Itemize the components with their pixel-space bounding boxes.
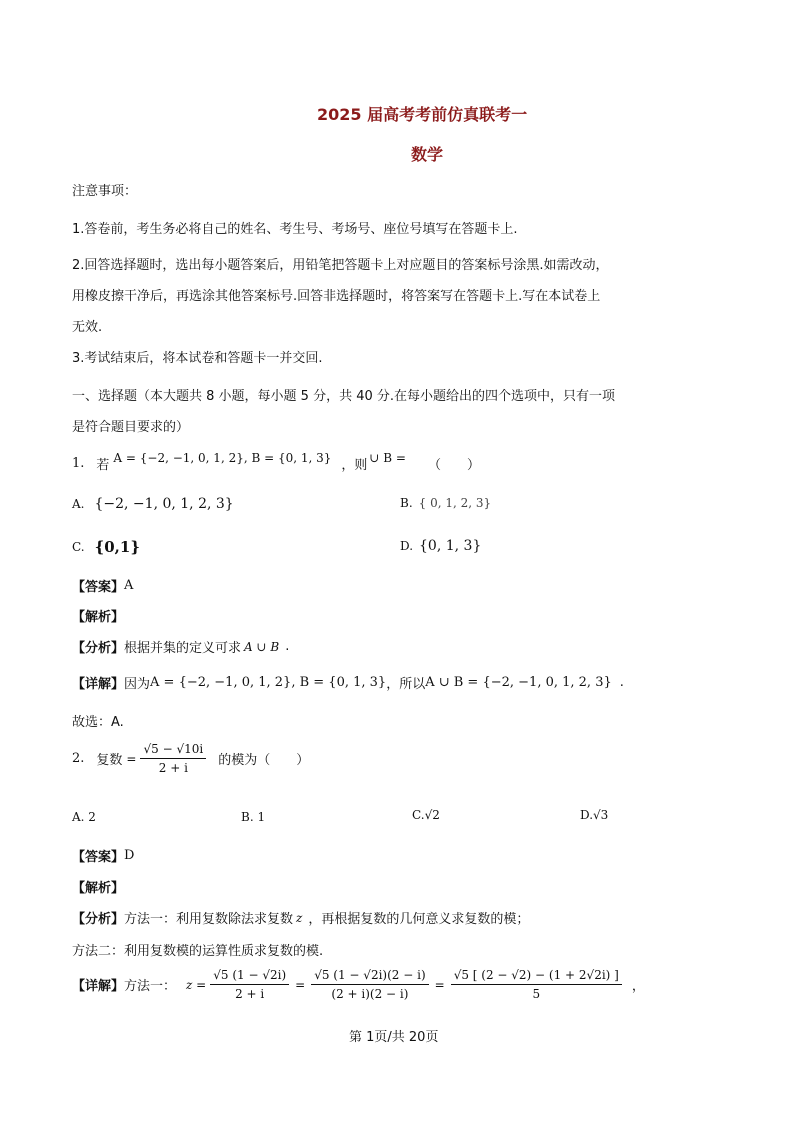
- notice-item-1: 1.答卷前，考生务必将自己的姓名、考生号、考场号、座位号填写在答题卡上.: [72, 222, 518, 237]
- notice-item-3: 3.考试结束后，将本试卷和答题卡一并交回.: [72, 351, 323, 366]
- option-d[interactable]: [580, 808, 608, 822]
- equals-sign: =: [434, 977, 445, 992]
- q2-detail: [72, 968, 645, 1001]
- option-c[interactable]: [72, 538, 140, 556]
- answer-value: A: [124, 578, 134, 593]
- set-b: , B = {0, 1, 3}: [243, 450, 332, 465]
- option-a[interactable]: A. 2: [72, 810, 96, 824]
- option-c[interactable]: [412, 808, 440, 822]
- option-label: B.: [400, 496, 413, 510]
- option-value: {0, 1, 3}: [419, 538, 482, 554]
- option-b[interactable]: [400, 496, 491, 510]
- option-label: C.: [412, 808, 425, 822]
- q2-answer: [72, 846, 134, 865]
- option-label: D.: [400, 539, 414, 553]
- notice-item-2-line-2: 用橡皮擦干净后，再选涂其他答案标号.回答非选择题时，将答案写在答题卡上.写在本试卷上: [72, 289, 601, 304]
- fraction-1: [210, 968, 289, 1001]
- notice-item-2-line-3: 无效.: [72, 320, 103, 335]
- question-2: [72, 742, 309, 775]
- fenxi-tag: 【分析】: [72, 641, 125, 656]
- question-then: ，则: [341, 458, 368, 473]
- trailing-comma: ，: [631, 979, 645, 994]
- fraction-3: [451, 968, 622, 1001]
- exam-title: 2025 届高考考前仿真联考一: [317, 105, 528, 124]
- q2-analysis-tag: 【解析】: [72, 881, 125, 896]
- complex-fraction: [140, 742, 206, 775]
- fenxi-text: 方法一：利用复数除法求复数: [124, 912, 294, 927]
- detail-tag: 【详解】: [72, 677, 125, 692]
- notice-heading: 注意事项：: [72, 184, 138, 199]
- option-label: D.: [580, 808, 594, 822]
- fraction-denominator: (2 + i)(2 − i): [331, 987, 409, 1001]
- detail-text: 因为: [124, 677, 151, 692]
- option-d[interactable]: [400, 538, 481, 554]
- option-label: C.: [72, 540, 85, 554]
- question-prefix: 若: [96, 458, 110, 473]
- question-1: [72, 450, 480, 473]
- option-label: A.: [72, 497, 85, 511]
- q1-analysis-tag: 【解析】: [72, 610, 125, 625]
- detail-math-1: A = {−2, −1, 0, 1, 2}, B = {0, 1, 3}: [150, 675, 387, 690]
- detail-text-2: ，所以: [386, 677, 426, 692]
- q2-method-2: 方法二：利用复数模的运算性质求复数的模.: [72, 944, 324, 959]
- q1-conclusion: 故选：A.: [72, 715, 124, 730]
- option-value: √3: [593, 808, 609, 822]
- question-number: 2.: [72, 751, 85, 766]
- question-number: 1.: [72, 456, 85, 471]
- option-value: { 0, 1, 2, 3}: [418, 496, 492, 510]
- option-value: √2: [424, 808, 440, 822]
- answer-value: D: [124, 848, 135, 863]
- notice-item-2-line-1: 2.回答选择题时，选出每小题答案后，用铅笔把答题卡上对应题目的答案标号涂黑.如需改动，: [72, 258, 609, 273]
- q1-answer: [72, 576, 133, 595]
- fenxi-var: z: [296, 910, 303, 925]
- fraction-numerator: √5 − √10i: [140, 742, 206, 759]
- question-suffix: 的模为（ ）: [218, 753, 310, 768]
- option-value: {−2, −1, 0, 1, 2, 3}: [94, 496, 234, 512]
- detail-math-2: A ∪ B = {−2, −1, 0, 1, 2, 3}: [425, 675, 612, 690]
- q1-fenxi: [72, 637, 289, 656]
- union-expr: ∪ B =: [369, 450, 406, 465]
- fraction-denominator: 2 + i: [235, 987, 265, 1001]
- fenxi-tag: 【分析】: [72, 912, 125, 927]
- page-footer: 第 1页/共 20页: [349, 1030, 439, 1045]
- detail-end: .: [619, 675, 624, 690]
- answer-paren: （ ）: [427, 458, 480, 473]
- fenxi-math: A ∪ B: [244, 639, 280, 654]
- equals-sign: =: [126, 751, 137, 766]
- option-b[interactable]: B. 1: [241, 810, 266, 824]
- q2-fenxi: [72, 908, 529, 927]
- fenxi-text-2: ，再根据复数的几何意义求复数的模；: [308, 912, 530, 927]
- option-value: {0,1}: [94, 538, 140, 556]
- question-prefix: 复数: [96, 753, 123, 768]
- section-heading-line-1: 一、选择题（本大题共 8 小题，每小题 5 分，共 40 分.在每小题给出的四个选项中，只有一项: [72, 389, 616, 404]
- fraction-2: [311, 968, 428, 1001]
- subject-title: 数学: [411, 145, 444, 164]
- detail-text: 方法一：: [124, 979, 177, 994]
- fraction-denominator: 5: [532, 987, 541, 1001]
- fraction-numerator: √5 (1 − √2i): [210, 968, 289, 985]
- answer-tag: 【答案】: [72, 580, 125, 595]
- fraction-numerator: √5 (1 − √2i)(2 − i): [311, 968, 428, 985]
- section-heading-line-2: 是符合题目要求的）: [72, 420, 190, 435]
- answer-tag: 【答案】: [72, 850, 125, 865]
- equals-sign: =: [295, 977, 306, 992]
- detail-tag: 【详解】: [72, 979, 125, 994]
- option-a[interactable]: [72, 496, 234, 512]
- set-a: A = {−2, −1, 0, 1, 2}: [113, 450, 244, 465]
- fenxi-text: 根据并集的定义可求: [124, 641, 242, 656]
- z-lhs: z =: [186, 977, 207, 992]
- fenxi-end: .: [285, 639, 290, 654]
- q1-detail: [72, 673, 624, 692]
- fraction-numerator: √5 [ (2 − √2) − (1 + 2√2i) ]: [451, 968, 622, 985]
- fraction-denominator: 2 + i: [158, 761, 188, 775]
